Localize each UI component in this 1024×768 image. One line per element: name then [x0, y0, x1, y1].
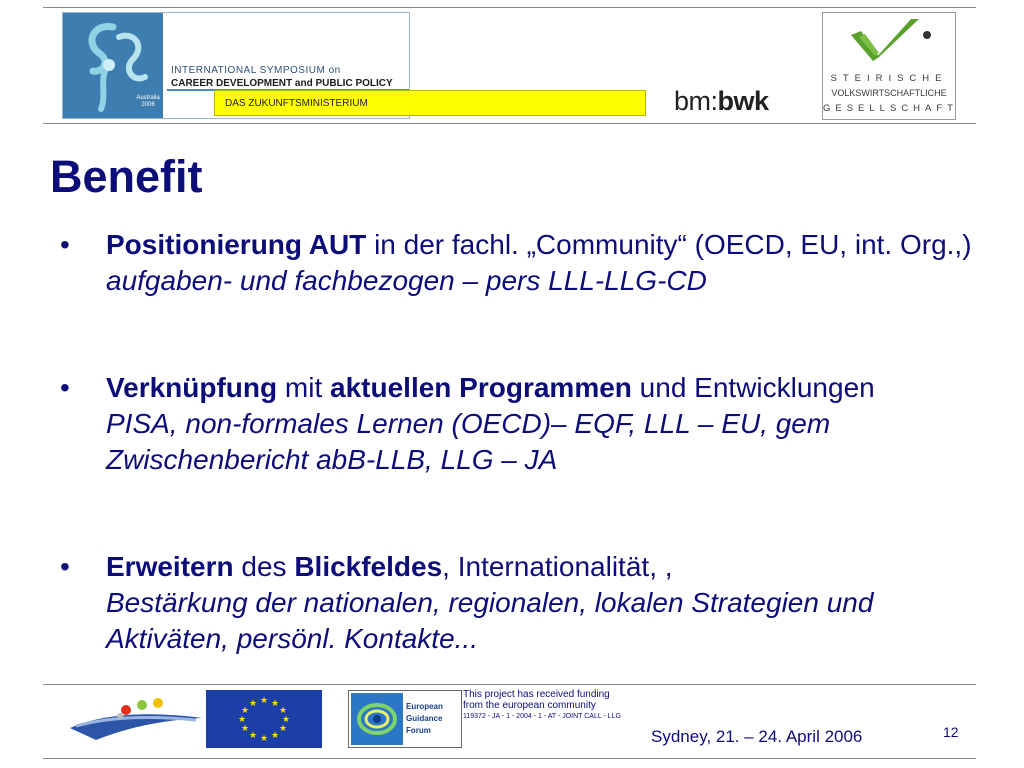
- european-guidance-forum-logo: [348, 690, 462, 748]
- funding-notice-line1: This project has received funding: [463, 689, 610, 700]
- symposium-title-line1: INTERNATIONAL SYMPOSIUM on: [171, 65, 341, 76]
- bmbwk-logo: [674, 86, 769, 117]
- svg-text:★: ★: [270, 699, 280, 709]
- svg-text:★: ★: [281, 715, 291, 725]
- symposium-logo: [63, 13, 163, 119]
- svg-text:★: ★: [278, 706, 288, 716]
- bullet-italic: aufgaben- und fachbezogen – pers LLL-LLG-CD: [106, 265, 707, 296]
- bullet-text-2: , Internationalität, ,: [442, 551, 673, 582]
- svg-name-line3: GESELLSCHAFT: [823, 103, 958, 114]
- header-rule: [43, 123, 976, 124]
- egf-line: Guidance: [406, 714, 443, 723]
- svg-text:★: ★: [240, 706, 250, 716]
- bullet-text: [106, 227, 980, 299]
- funding-notice-line2: from the european community: [463, 700, 596, 711]
- egf-swirl-icon: [351, 693, 403, 745]
- llg-swoosh-icon: [66, 690, 206, 746]
- symposium-title-line2: CAREER DEVELOPMENT and PUBLIC POLICY: [171, 78, 393, 89]
- footer-date: Sydney, 21. – 24. April 2006: [651, 727, 863, 746]
- bullet-italic: PISA, non-formales Lernen (OECD)– EQF, LLL – EU, gem Zwischenbericht abB-LLB, LLG – JA: [106, 408, 831, 475]
- svg-text:★: ★: [248, 731, 258, 741]
- svg-text:★: ★: [270, 731, 280, 741]
- bullet-text: [106, 370, 980, 478]
- bullet-bold-2: Blickfeldes: [294, 551, 443, 582]
- svg-text:★: ★: [259, 734, 269, 744]
- eu-flag: [206, 690, 322, 748]
- llg-logo: [66, 690, 206, 746]
- bottom-rule: [43, 758, 976, 759]
- svg-name-line1: STEIRISCHE: [830, 73, 948, 84]
- bullet-marker: •: [60, 229, 70, 260]
- banner-place: [135, 95, 161, 109]
- svg-text:★: ★: [248, 699, 258, 709]
- bullet-item: [60, 370, 980, 478]
- bullet-bold-2: aktuellen Programmen: [330, 372, 632, 403]
- banner-year: 2006: [141, 102, 155, 108]
- eu-stars-icon: [206, 690, 322, 748]
- bullet-marker: •: [60, 372, 70, 403]
- bullet-text-1: des: [233, 551, 295, 582]
- bullet-bold-1: Positionierung AUT: [106, 229, 367, 260]
- slide-title: Benefit: [50, 151, 203, 202]
- bullet-bold-1: Erweitern: [106, 551, 234, 582]
- page-number: 12: [943, 724, 959, 740]
- egf-name: [406, 701, 443, 737]
- bullet-bold-1: Verknüpfung: [106, 372, 278, 403]
- bullet-item: [60, 549, 980, 657]
- bmbwk-logo-regular: bm:: [674, 86, 718, 116]
- egf-graphic: [351, 693, 403, 745]
- svg-text:★: ★: [259, 696, 269, 706]
- ministry-bar: [214, 90, 646, 116]
- bullet-marker: •: [60, 551, 70, 582]
- svg-text:★: ★: [240, 724, 250, 734]
- bmbwk-logo-bold: bwk: [717, 86, 769, 116]
- svg-logo-box: [822, 12, 956, 120]
- egf-line: European: [406, 702, 443, 711]
- svg-text:★: ★: [278, 724, 288, 734]
- egf-line: Forum: [406, 726, 431, 735]
- bullet-text-1: mit: [277, 372, 331, 403]
- funding-reference: 119372 - JA - 1 - 2004 - 1 - AT - JOINT CALL - LLG: [463, 713, 621, 720]
- ministry-slogan: DAS ZUKUNFTSMINISTERIUM: [225, 98, 368, 109]
- bullet-text-2: und Entwicklungen: [631, 372, 875, 403]
- svg-text:★: ★: [237, 715, 247, 725]
- bullet-item: [60, 227, 980, 299]
- svg-name-line2: VOLKSWIRTSCHAFTLICHE: [831, 88, 947, 98]
- bullet-italic: Bestärkung der nationalen, regionalen, lokalen Strategien und Aktiväten, persönl. Kontakte...: [106, 587, 874, 654]
- svg-checkmark-icon: [823, 13, 955, 69]
- banner-place-name: Australia: [136, 95, 160, 101]
- footer-rule: [43, 684, 976, 685]
- bullet-text-1: in der fachl. „Community“ (OECD, EU, int. Org.,): [366, 229, 972, 260]
- top-rule: [43, 7, 976, 8]
- bullet-text: [106, 549, 980, 657]
